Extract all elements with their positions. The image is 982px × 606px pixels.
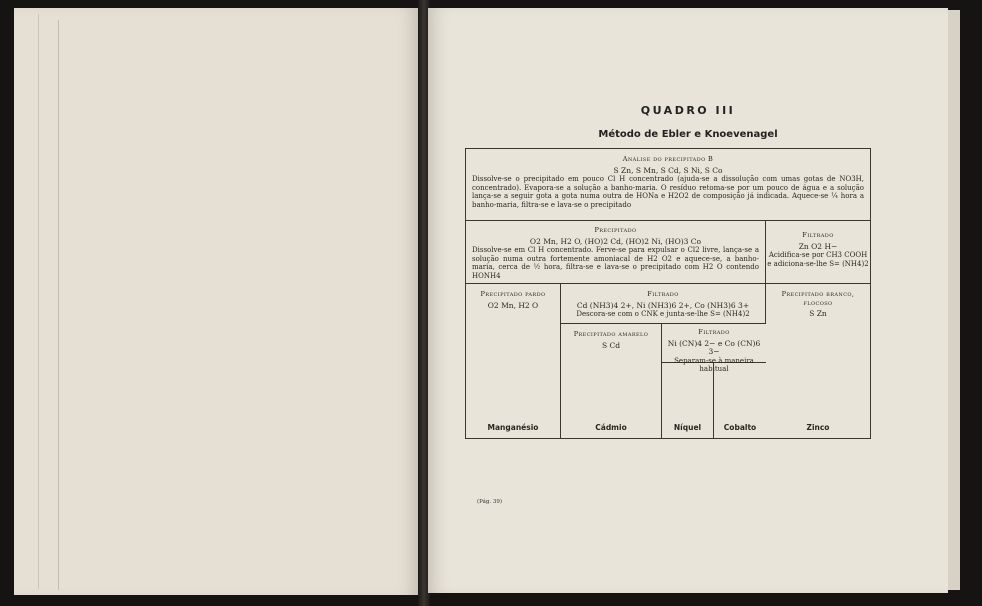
label-niquel: Níquel <box>673 422 702 432</box>
cell-text: Acidifica-se por CH3 COOH e adiciona-se-lhe S= (NH4)2 <box>767 251 869 268</box>
cell-heading: Precipitado pardo <box>480 290 546 298</box>
right-page <box>428 8 948 593</box>
cell-manganesio <box>466 284 561 438</box>
cell-formula: Cd (NH3)4 2+, Ni (NH3)6 2+, Co (NH3)6 3+ <box>576 300 750 310</box>
cell-cadmio <box>561 324 662 438</box>
cell-cobalto <box>714 363 766 438</box>
cell-heading: Precipitado <box>594 226 637 234</box>
analysis-table <box>465 148 871 439</box>
cell-heading: Filtrado <box>802 231 834 239</box>
page-stack-edge <box>948 10 960 590</box>
cell-filtrado-cd-ni-co <box>561 284 766 324</box>
cell-formula: S Zn, S Mn, S Cd, S Ni, S Co <box>613 165 723 175</box>
cell-heading: Filtrado <box>647 290 679 298</box>
cell-precipitado <box>466 221 766 284</box>
page-edge-line <box>38 14 39 589</box>
cell-text: Dissolve-se o precipitado em pouco Cl H concentrado (ajuda-se a dissolução com umas gotas de NO3H, concentrado). Evapora-se a solução a banho-maria. O resíduo retoma-se por um pouco de água e a solução lança-se a seguir gota a gota numa outra de HONa e H2O2 de composição já indicada. Aquece-se ¼ hora a banho-maria, filtra-se e lava-se o precipitado <box>472 175 864 209</box>
cell-filtrado-zinco <box>766 221 870 284</box>
cell-heading: Análise do precipitado B <box>622 155 714 163</box>
label-manganesio: Manganésio <box>487 422 539 432</box>
cell-heading: Precipitado branco, flocoso <box>781 290 855 307</box>
cell-formula: S Zn <box>809 309 827 318</box>
page-number: (Pág. 39) <box>477 499 503 505</box>
cell-zinco <box>766 284 870 438</box>
cell-heading: Precipitado amarelo <box>573 330 649 338</box>
cell-formula: Ni (CN)4 2− e Co (CN)6 3− <box>667 338 761 356</box>
left-page <box>14 8 418 595</box>
page-edge-line <box>58 20 59 590</box>
page-subtitle: Método de Ebler e Knoevenagel <box>598 129 778 140</box>
cell-text: Separam-se à maneira habitual <box>674 356 754 373</box>
cell-niquel <box>662 363 714 438</box>
cell-formula: O2 Mn, H2 O <box>487 300 539 310</box>
cell-heading: Filtrado <box>698 328 730 336</box>
label-cobalto: Cobalto <box>723 422 757 432</box>
cell-filtrado-ni-co <box>662 324 766 373</box>
cell-formula: S Cd <box>601 340 621 350</box>
cell-analise-precipitado-b <box>466 149 870 221</box>
label-zinco: Zinco <box>806 422 830 432</box>
cell-text: Descora-se com o CNK e junta-se-lhe S= (NH4)2 <box>576 310 750 318</box>
label-cadmio: Cádmio <box>595 422 627 432</box>
cell-formula: Zn O2 H− <box>798 241 838 251</box>
page-title: QUADRO III <box>640 104 736 117</box>
cell-formula: O2 Mn, H2 O, (HO)2 Cd, (HO)2 Ni, (HO)3 Co <box>529 236 702 246</box>
cell-text: Dissolve-se em Cl H concentrado. Ferve-se para expulsar o Cl2 livre, lança-se a solução numa outra fortemente amoniacal de H2 O2 e aquece-se, a banho-maria, cerca de ½ hora, filtra-se e lava-se o precipitado com H2 O contendo HONH4 <box>472 246 759 280</box>
